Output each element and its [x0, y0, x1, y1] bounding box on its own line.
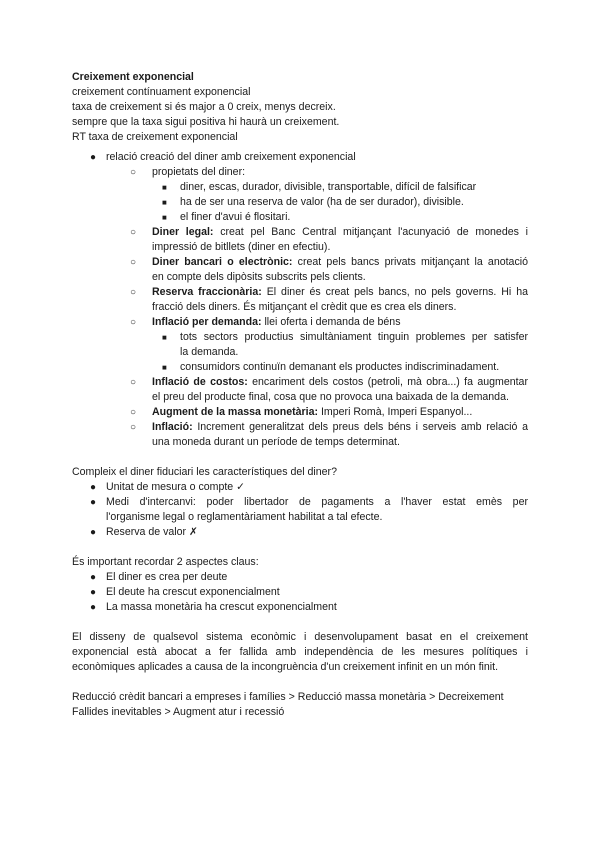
conclusion-paragraph: El disseny de qualsevol sistema econòmic i desenvolupament basat en el creixement exponencial està abocat a fer fallida amb independència de les mesures polítiques i econòmiques aplicades a causa de la incongruència d'un creixement infinit en un món finit.: [72, 631, 528, 673]
consequence-chain: Fallides inevitables > Augment atur i recessió: [72, 706, 285, 718]
fractional-reserve-item: ○ Reserva fraccionària: El diner és creat pels bancs, no pels governs. Hi ha: [130, 286, 529, 298]
fiduciary-item: ● Reserva de valor ✗: [90, 526, 198, 538]
disc-bullet-icon: ●: [90, 527, 97, 538]
circle-bullet-icon: ○: [130, 287, 137, 298]
square-bullet-icon: ■: [162, 213, 167, 222]
demand-sub-item: ■ tots sectors productius simultàniament tinguin problemes per satisfer: [162, 331, 528, 343]
fiduciary-item: ● Medi d'intercanvi: poder libertador de pagaments a l'haver estat emès per: [90, 496, 528, 508]
disc-bullet-icon: ●: [90, 572, 97, 583]
circle-bullet-icon: ○: [130, 317, 137, 328]
disc-bullet-icon: ●: [90, 602, 97, 613]
circle-bullet-icon: ○: [130, 257, 137, 268]
cost-inflation-item: ○ Inflació de costos: encariment dels costos (petroli, mà obra...) fa augmentar: [130, 376, 528, 388]
aspect-item: ● La massa monetària ha crescut exponencialment: [90, 601, 337, 613]
disc-bullet-icon: ●: [90, 587, 97, 598]
disc-bullet-icon: ●: [90, 497, 97, 508]
square-bullet-icon: ■: [162, 183, 167, 192]
intro-line: taxa de creixement si és major a 0 creix, menys decreix.: [72, 101, 336, 113]
document-title: Creixement exponencial: [72, 71, 194, 83]
fiduciary-item: ● Unitat de mesura o compte ✓: [90, 481, 246, 493]
inflation-item: ○ Inflació: Increment generalitzat dels preus dels béns i serveis amb relació a: [130, 421, 528, 433]
intro-line: creixement contínuament exponencial: [72, 86, 251, 98]
bank-money-item-cont: en compte dels dipòsits subscrits pels clients.: [152, 271, 366, 283]
aspect-item: ● El diner es crea per deute: [90, 571, 228, 583]
square-bullet-icon: ■: [162, 198, 167, 207]
outline-main-item: ● relació creació del diner amb creixement exponencial: [90, 151, 356, 163]
square-bullet-icon: ■: [162, 363, 167, 372]
property-item: ■ el finer d'avui é flositari.: [162, 211, 291, 223]
demand-sub-item-cont: la demanda.: [180, 346, 239, 358]
inflation-item-cont: una moneda durant un període de temps determinat.: [152, 436, 400, 448]
legal-money-item: ○ Diner legal: creat pel Banc Central mitjançant l'acunyació de monedes i: [130, 226, 528, 238]
property-item: ■ ha de ser una reserva de valor (ha de ser durador), divisible.: [162, 196, 464, 208]
disc-bullet-icon: ●: [90, 482, 97, 493]
aspect-item: ● El deute ha crescut exponencialment: [90, 586, 280, 598]
disc-bullet-icon: ●: [90, 152, 97, 163]
fiduciary-question: Compleix el diner fiduciari les característiques del diner?: [72, 466, 337, 478]
circle-bullet-icon: ○: [130, 407, 137, 418]
intro-line: sempre que la taxa sigui positiva hi haurà un creixement.: [72, 116, 340, 128]
square-bullet-icon: ■: [162, 333, 167, 342]
circle-bullet-icon: ○: [130, 227, 137, 238]
legal-money-item-cont: impressió de bitllets (diner en efectiu).: [152, 241, 331, 253]
fiduciary-item-cont: l'organisme legal o reglamentàriament habilitat a tal efecte.: [106, 511, 383, 523]
intro-line: RT taxa de creixement exponencial: [72, 131, 238, 143]
fractional-reserve-item-cont: fracció dels diners. És mitjançant el crèdit que es crea els diners.: [152, 301, 457, 313]
aspects-intro: És important recordar 2 aspectes claus:: [72, 556, 259, 568]
circle-bullet-icon: ○: [130, 422, 137, 433]
demand-sub-item: ■ consumidors continuïn demanant els productes indiscriminadament.: [162, 361, 500, 373]
demand-inflation-item: ○ Inflació per demanda: llei oferta i demanda de béns: [130, 316, 401, 328]
consequence-chain: Reducció crèdit bancari a empreses i famílies > Reducció massa monetària > Decreixement: [72, 691, 504, 703]
document-page: [72, 70, 528, 720]
cost-inflation-item-cont: el preu del producte final, cosa que no provoca una baixada de la demanda.: [152, 391, 509, 403]
properties-item: ○ propietats del diner:: [130, 166, 246, 178]
circle-bullet-icon: ○: [130, 377, 137, 388]
circle-bullet-icon: ○: [130, 167, 137, 178]
bank-money-item: ○ Diner bancari o electrònic: creat pels bancs privats mitjançant la anotació: [130, 256, 528, 268]
money-supply-item: ○ Augment de la massa monetària: Imperi Romà, Imperi Espanyol...: [130, 406, 473, 418]
property-item: ■ diner, escas, durador, divisible, transportable, difícil de falsificar: [162, 181, 477, 193]
